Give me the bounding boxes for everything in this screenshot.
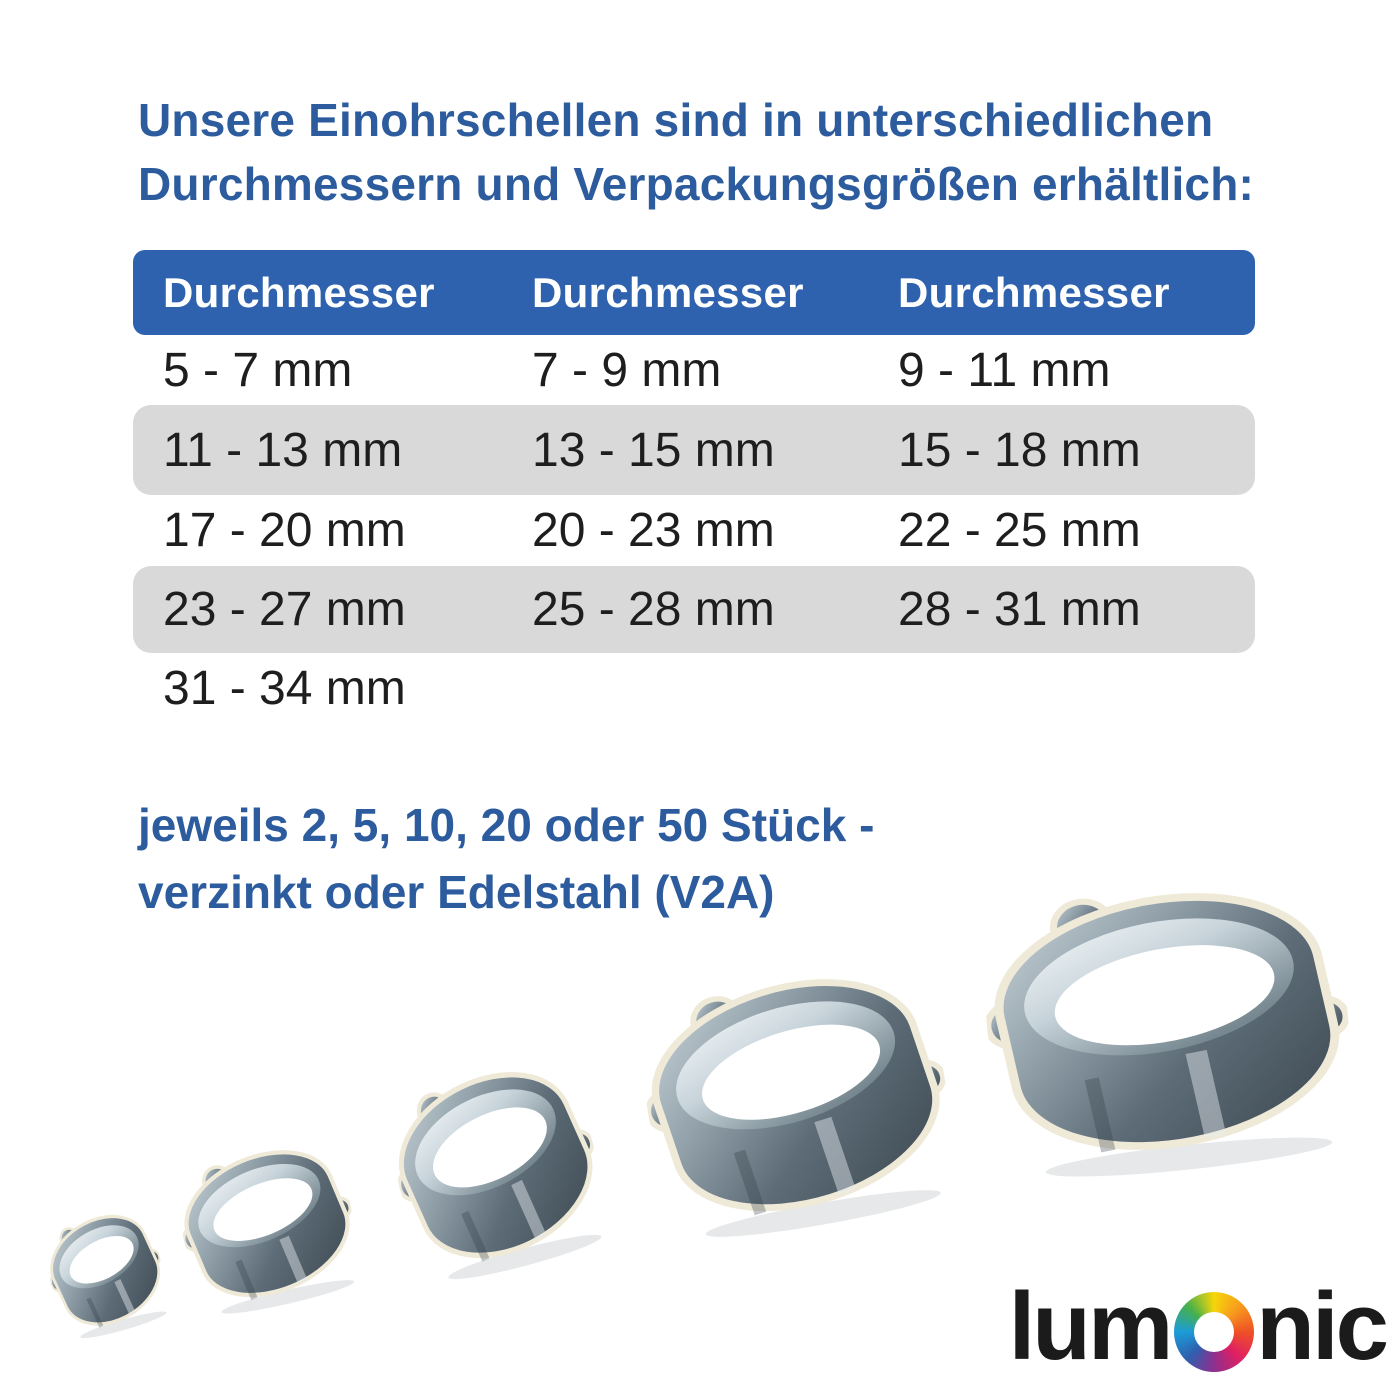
table-cell: 23 - 27 mm — [163, 583, 406, 636]
header-cell-durchmesser-2: Durchmesser — [532, 268, 804, 316]
clamp-illustration — [374, 1042, 619, 1294]
table-cell: 5 - 7 mm — [163, 343, 353, 397]
table-cell: 20 - 23 mm — [532, 504, 775, 557]
clamp-illustration — [35, 1197, 177, 1347]
table-cell: 31 - 34 mm — [163, 661, 406, 715]
header-cell-durchmesser-1: Durchmesser — [163, 268, 435, 316]
table-cell: 7 - 9 mm — [532, 343, 722, 397]
clamp-photo-large — [628, 944, 967, 1254]
diameter-table — [133, 250, 1255, 723]
table-cell: 17 - 20 mm — [163, 504, 406, 557]
table-row — [133, 405, 1255, 495]
page-title-line2: Durchmessern und Verpackungsgrößen erhältlich: — [138, 158, 1255, 210]
table-cell: 15 - 18 mm — [898, 423, 1141, 477]
logo-text-lum: lum — [1008, 1273, 1171, 1380]
page-title-line1: Unsere Einohrschellen sind in unterschiedlichen — [138, 94, 1214, 146]
clamp-illustration — [167, 1127, 370, 1325]
logo-o-ring-icon — [1174, 1292, 1254, 1372]
table-row — [133, 495, 1255, 566]
table-cell: 13 - 15 mm — [532, 423, 775, 477]
clamp-illustration — [628, 944, 967, 1254]
clamp-photo-medium — [374, 1042, 619, 1294]
brand-logo — [1009, 1262, 1386, 1392]
table-cell: 22 - 25 mm — [898, 504, 1141, 557]
clamp-illustration — [974, 860, 1363, 1192]
table-row — [133, 335, 1255, 405]
clamp-photo-smallest — [35, 1197, 177, 1347]
table-row — [133, 653, 1255, 723]
clamp-photo-largest — [974, 860, 1363, 1192]
page-title — [138, 88, 1318, 216]
clamp-photo-small — [167, 1127, 370, 1325]
table-cell: 28 - 31 mm — [898, 583, 1141, 636]
table-header-row — [133, 250, 1255, 335]
table-cell: 11 - 13 mm — [163, 423, 403, 477]
header-cell-durchmesser-3: Durchmesser — [898, 268, 1170, 316]
pack-size-note-line2: verzinkt oder Edelstahl (V2A) — [138, 866, 775, 918]
logo-text-nic: nic — [1256, 1273, 1386, 1380]
table-cell: 25 - 28 mm — [532, 583, 775, 636]
table-cell: 9 - 11 mm — [898, 343, 1111, 397]
pack-size-note-line1: jeweils 2, 5, 10, 20 oder 50 Stück - — [138, 799, 875, 851]
table-row — [133, 566, 1255, 653]
